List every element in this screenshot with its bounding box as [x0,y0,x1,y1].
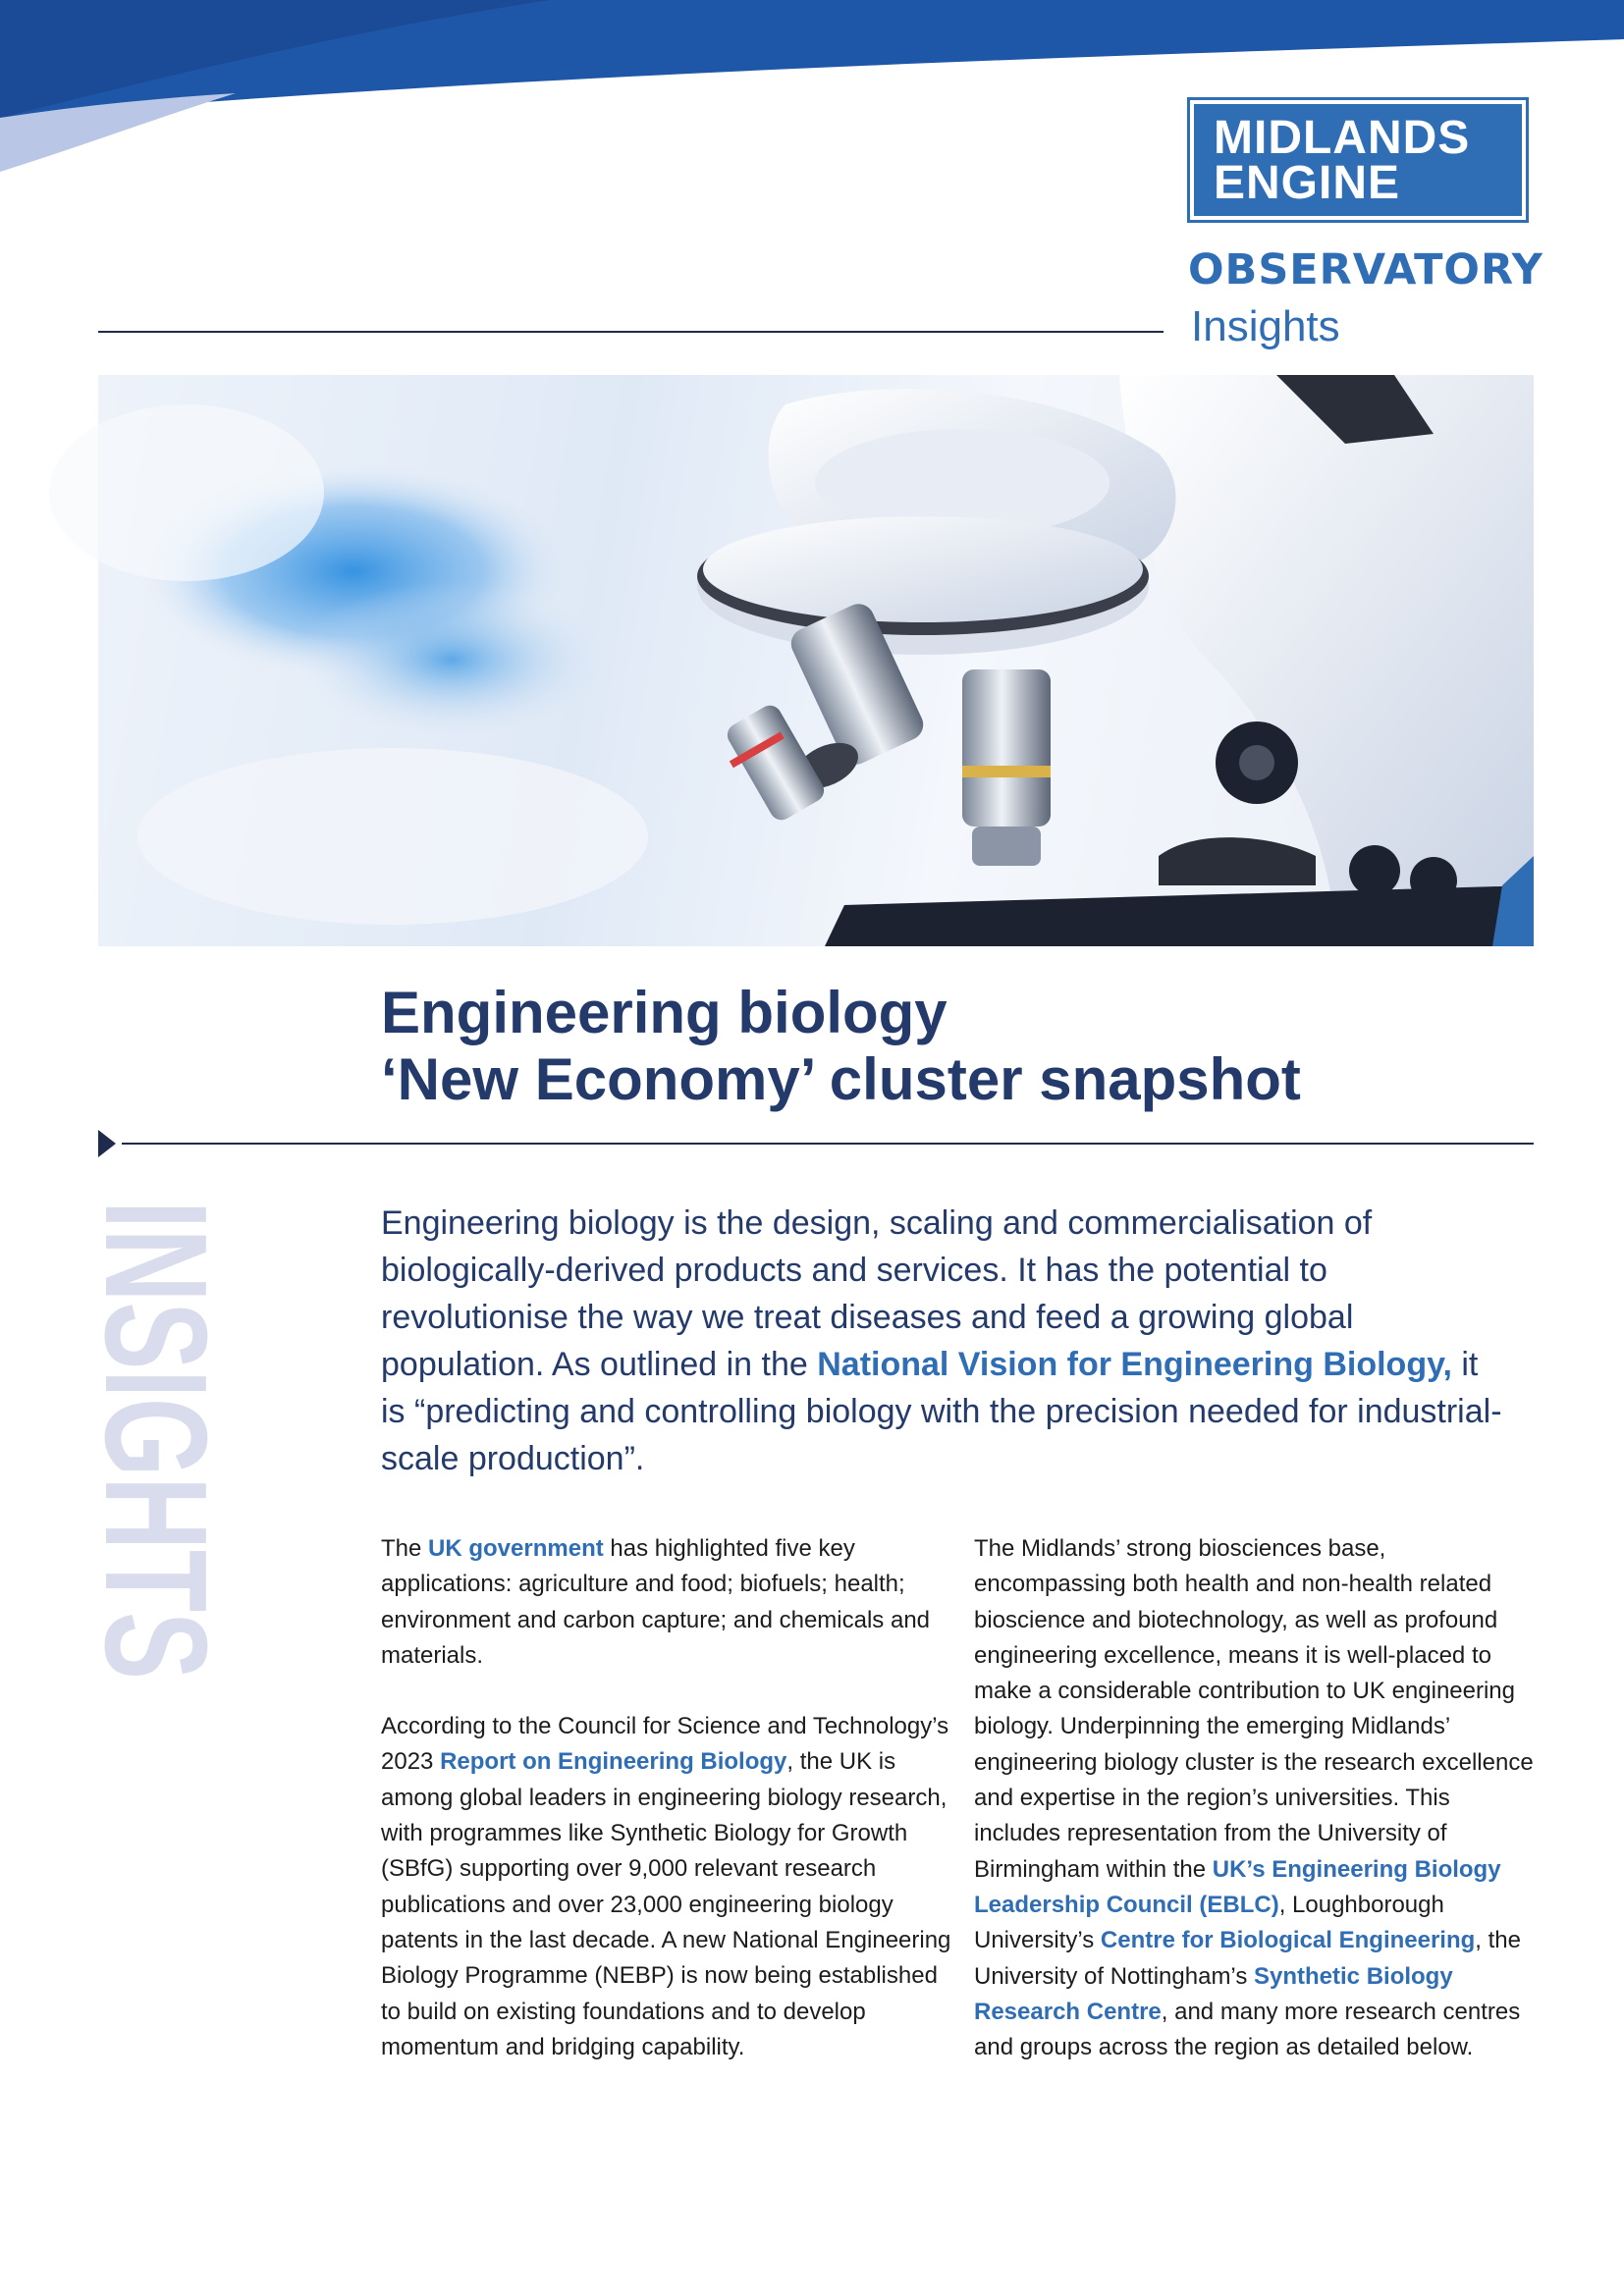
insights-side-text: INSIGHTS [75,1201,237,1887]
left-p1-before: The [381,1535,429,1562]
section-tag: Insights [1191,302,1340,350]
report-engineering-biology-link[interactable]: Report on Engineering Biology [440,1748,787,1776]
header-divider [98,331,1164,333]
centre-biological-engineering-link[interactable]: Centre for Biological Engineering [1100,1927,1476,1954]
body-column-left [381,1531,952,2101]
title-line-1: Engineering biology [381,980,947,1045]
right-paragraph-1 [974,1531,1538,2065]
divider-arrow-icon [98,1130,116,1157]
microscope-illustration [98,375,1534,946]
hero-image-microscope [98,375,1534,946]
eblc-link[interactable]: UK’s Engineering Biology Leadership Council (EBLC) [974,1855,1501,1918]
right-text-4: , and many more research centres and groups across the region as detailed below. [974,1998,1521,2061]
title-line-2: ‘New Economy’ cluster snapshot [381,1046,1301,1112]
left-p2-after: , the UK is among global leaders in engineering biology research, with programmes like Synthetic Biology for Growth (SBfG) supporting over 9,000 relevant research publications and over 23,000 engineering biology patents in the last decade. A new National Engineering Biology Programme (NEBP) is now being established to build on existing foundations and to develop momentum and bridging capability. [381,1748,951,2060]
intro-paragraph [381,1200,1510,1482]
midlands-engine-logo [1190,100,1526,220]
page-title [381,980,1510,1113]
right-text-1: The Midlands’ strong biosciences base, encompassing both health and non-health related bioscience and biotechnology, as well as profound engineering excellence, means it is well-placed to make a considerable contribution to UK engineering biology. Underpinning the emerging Midlands’ engineering biology cluster is the research excellence and expertise in the region’s universities. This includes representation from the University of Birmingham within the [974,1535,1534,1883]
observatory-wordmark: OBSERVATORY [1188,245,1543,294]
right-text-3: , the University of Nottingham’s [974,1927,1521,1990]
left-paragraph-2 [381,1709,952,2065]
intro-text-before: Engineering biology is the design, scaling and commercialisation of biologically-derived products and services. It has the potential to revolutionise the way we treat diseases and feed a growing global population. As outlined in the [381,1204,1373,1383]
national-vision-link[interactable]: National Vision for Engineering Biology, [817,1346,1452,1383]
insights-vertical-text [75,1200,237,1887]
logo-line-midlands: MIDLANDS [1214,112,1471,164]
left-p2-before: According to the Council for Science and Technology’s 2023 [381,1713,949,1776]
title-divider [122,1143,1534,1145]
left-p1-after: has highlighted five key applications: agriculture and food; biofuels; health; environment and carbon capture; and chemicals and materials. [381,1535,931,1669]
left-paragraph-1 [381,1531,952,1674]
intro-text-after: it is “predicting and controlling biology with the precision needed for industrial-scale production”. [381,1346,1502,1477]
body-column-right [974,1531,1538,2101]
insights-side-label [75,1200,237,1887]
logo-line-engine: ENGINE [1214,157,1401,209]
right-text-2: , Loughborough University’s [974,1891,1444,1954]
uk-government-link[interactable]: UK government [428,1535,604,1562]
synthetic-biology-research-centre-link[interactable]: Synthetic Biology Research Centre [974,1962,1453,2025]
